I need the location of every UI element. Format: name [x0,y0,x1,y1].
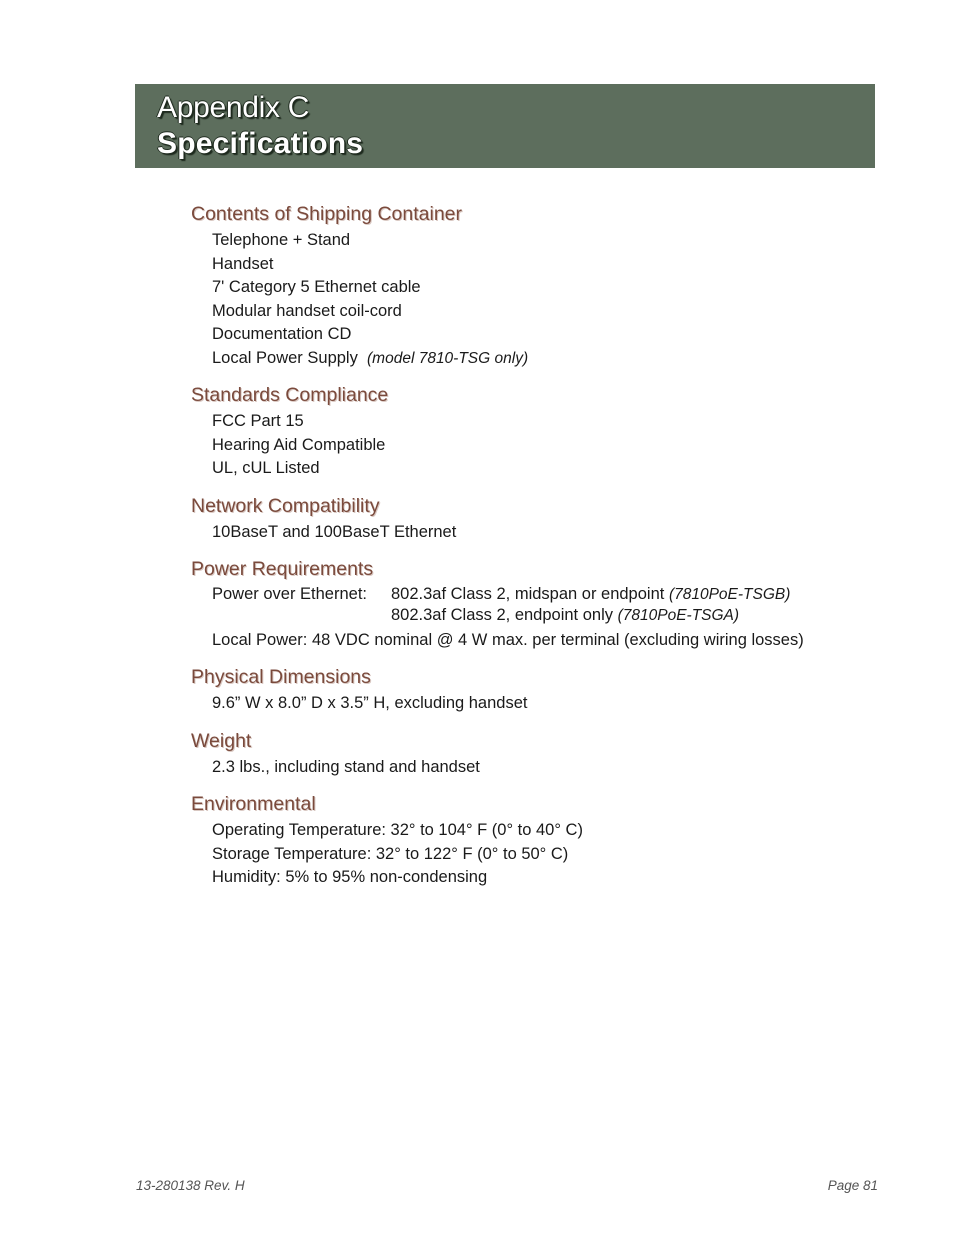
list-item: 2.3 lbs., including stand and handset [212,757,480,776]
list-item: Operating Temperature: 32° to 104° F (0° to 40° C) [212,821,583,839]
chapter-banner [135,84,875,168]
section-power [191,558,891,652]
poe-spec: 802.3af Class 2, midspan or endpoint [391,585,665,603]
list-item: 7' Category 5 Ethernet cable [212,278,421,296]
list-item: Documentation CD [212,325,352,343]
section-heading: Network Compatibility [191,494,380,517]
section-heading: Environmental [191,793,316,815]
section-heading: Standards Compliance [191,384,389,406]
page-number: Page 81 [827,1178,878,1193]
model-note: (7810PoE-TSGB) [668,586,791,603]
item-list [191,410,891,481]
item-list [191,756,891,780]
section-heading: Power Requirements [191,558,374,580]
appendix-label: Appendix C [157,91,310,124]
item-list [191,584,891,652]
chapter-title: Specifications [157,127,364,160]
list-item: FCC Part 15 [212,412,304,430]
local-power: Local Power: 48 VDC nominal @ 4 W max. per terminal (excluding wiring losses) [212,631,804,649]
section-contents [191,203,891,370]
poe-row [212,584,891,626]
list-item: Humidity: 5% to 95% non-condensing [212,868,488,886]
section-standards [191,384,891,481]
power-supply-label: Local Power Supply [212,348,358,367]
list-item: Modular handset coil-cord [212,301,402,320]
list-item: Handset [212,254,274,273]
doc-number: 13-280138 Rev. H [136,1178,245,1193]
poe-label: Power over Ethernet: [212,585,367,603]
poe-spec: 802.3af Class 2, endpoint only [391,606,613,624]
item-list [191,229,891,370]
spec-content [191,203,891,904]
list-item-power-supply [212,347,891,371]
list-item: 9.6” W x 8.0” D x 3.5” H, excluding handset [212,694,528,712]
section-heading: Physical Dimensions [191,666,371,688]
model-note: (model 7810-TSG only) [367,349,529,367]
list-item: Storage Temperature: 32° to 122° F (0° to 50° C) [212,844,569,863]
list-item: Hearing Aid Compatible [212,435,386,454]
poe-line-2 [391,605,790,626]
section-weight [191,730,891,780]
section-heading: Contents of Shipping Container [191,203,463,225]
list-item: 10BaseT and 100BaseT Ethernet [212,522,457,541]
poe-values [391,584,790,626]
list-item: UL, cUL Listed [212,459,320,477]
item-list [191,521,891,545]
section-environmental [191,793,891,890]
list-item: Telephone + Stand [212,231,351,249]
item-list [191,819,891,890]
section-network [191,495,891,545]
item-list [191,692,891,716]
model-note: (7810PoE-TSGA) [617,607,740,624]
poe-line-1 [391,584,790,605]
section-dimensions [191,666,891,716]
section-heading: Weight [191,729,252,752]
